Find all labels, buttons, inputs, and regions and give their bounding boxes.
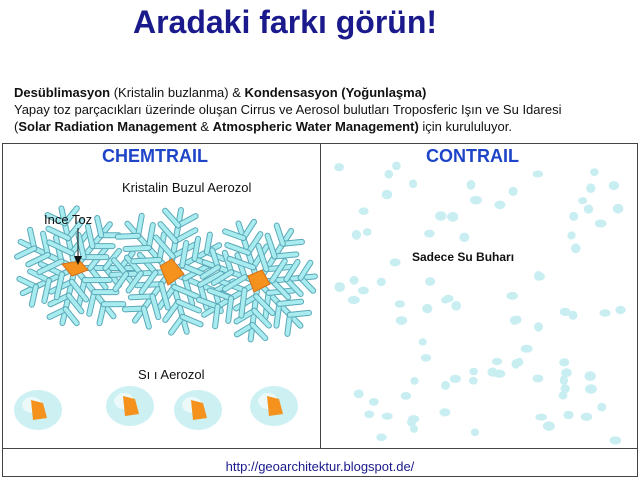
vapor-droplet [471,428,479,436]
vapor-droplet [352,230,361,240]
vapor-droplet [597,403,606,412]
ice-branch [228,298,231,321]
description-line-2: Yapay toz parçacıkları üzerinde oluşan Cirrus ve Aerosol bulutları Troposferic Işın ve Su Idaresi [14,102,562,117]
description-end: için kurululuyor. [418,119,512,134]
vapor-droplet [508,187,517,196]
vapor-droplet [533,171,544,178]
vapor-droplet [506,292,518,300]
vapor-droplet [354,390,364,399]
vapor-droplet [395,300,405,307]
vapor-droplet [396,316,407,325]
footer-url[interactable]: http://geoarchitektur.blogspot.de/ [225,459,415,474]
vapor-droplet [441,297,449,304]
ice-branch [290,313,309,315]
vapor-droplet [470,196,482,205]
vapor-droplet [369,398,379,406]
vapor-droplet [535,414,547,421]
ice-branch [66,309,77,323]
vapor-droplet [401,392,411,400]
vapor-droplet [584,205,593,214]
vapor-droplet [494,201,505,210]
ice-branch [89,292,94,314]
vapor-droplet [543,421,555,431]
vapor-droplet [560,308,571,316]
crystal-aerosol-label: Kristalin Buzul Aerozol [122,180,252,195]
vapor-droplet [581,413,592,421]
chemtrail-heading: CHEMTRAIL [102,146,208,166]
ice-branch [275,254,297,256]
vapor-droplet [563,411,573,419]
vapor-droplet [569,212,578,221]
vapor-droplet [421,354,431,362]
vapor-droplet [419,338,427,345]
vapor-droplet [559,358,569,366]
vapor-droplet [439,408,450,416]
vapor-droplet [467,180,476,190]
vapor-droplet [382,190,393,199]
ice-branch [215,307,217,327]
vapor-droplet [377,278,386,286]
condensation-term: Kondensasyon (Yoğunlaşma) [244,85,427,100]
water-vapor-label: Sadece Su Buharı [412,250,515,264]
vapor-droplet [385,170,394,179]
contrail-heading: CONTRAIL [426,146,519,166]
fine-dust-label: Ince Toz [44,212,93,227]
vapor-droplet [376,434,386,442]
liquid-aerosol-group [14,386,298,430]
ice-branch [165,211,178,226]
vapor-droplet [521,345,533,353]
vapor-droplet [382,413,393,420]
vapor-droplet [609,181,619,190]
vapor-droplet [334,163,344,171]
vapor-droplet [585,371,596,381]
ice-branch [144,308,149,326]
vapor-droplet [492,358,502,365]
vapor-droplet [348,296,360,304]
vapor-droplet [364,411,374,419]
vapor-droplet [424,230,435,238]
vapor-droplet [358,287,369,295]
vapor-droplet [585,384,597,393]
vapor-droplet [559,391,568,399]
vapor-droplet [459,233,469,242]
vapor-droplet [493,370,505,378]
vapor-droplet [613,204,624,214]
water-vapor-droplets [334,162,625,445]
vapor-droplet [422,304,432,313]
vapor-droplet [411,377,419,385]
vapor-droplet [334,282,345,292]
vapor-droplet [534,322,543,331]
vapor-droplet [571,243,581,253]
vapor-droplet [450,375,461,383]
vapor-droplet [409,179,417,188]
vapor-droplet [441,381,450,390]
vapor-droplet [359,207,369,215]
ice-branch [276,304,279,326]
vapor-droplet [447,212,458,222]
srm-term: Solar Radiation Management [18,119,197,134]
vapor-droplet [408,415,419,423]
vapor-droplet [469,377,478,385]
vapor-droplet [469,368,478,375]
ice-branch [126,248,149,249]
vapor-droplet [599,309,610,316]
vapor-droplet [363,228,372,236]
vapor-droplet [534,271,543,281]
vapor-droplet [425,277,435,286]
ice-branch [118,236,138,237]
vapor-droplet [435,211,446,221]
ice-branch [279,302,301,304]
paren-open: ( [14,119,19,134]
ice-branch [131,296,153,297]
vapor-droplet [595,220,607,228]
vapor-droplet [567,231,575,239]
awm-term: Atmospheric Water Management) [212,119,419,134]
vapor-droplet [533,375,544,383]
desublimation-term: Desüblimasyon [14,85,111,100]
vapor-droplet [586,183,595,193]
vapor-droplet [561,368,572,377]
page-title: Aradaki farkı görün! [132,4,438,40]
vapor-droplet [390,258,401,266]
ice-crystal-cluster [17,208,315,339]
liquid-aerosol-label: Sı ı Aerozol [138,367,205,382]
vapor-droplet [451,301,461,311]
ice-branch [88,227,93,247]
vapor-droplet [392,162,401,171]
ice-branch [133,260,159,261]
vapor-droplet [512,359,520,369]
vapor-droplet [615,306,625,314]
ice-branch [152,296,158,317]
vapor-droplet [350,276,359,285]
vapor-droplet [578,197,587,204]
vapor-droplet [610,436,621,444]
vapor-droplet [590,168,599,176]
desublimation-note: (Kristalin buzlanma) & [110,85,245,100]
vapor-droplet [510,316,519,325]
amp-text: & [196,119,213,134]
